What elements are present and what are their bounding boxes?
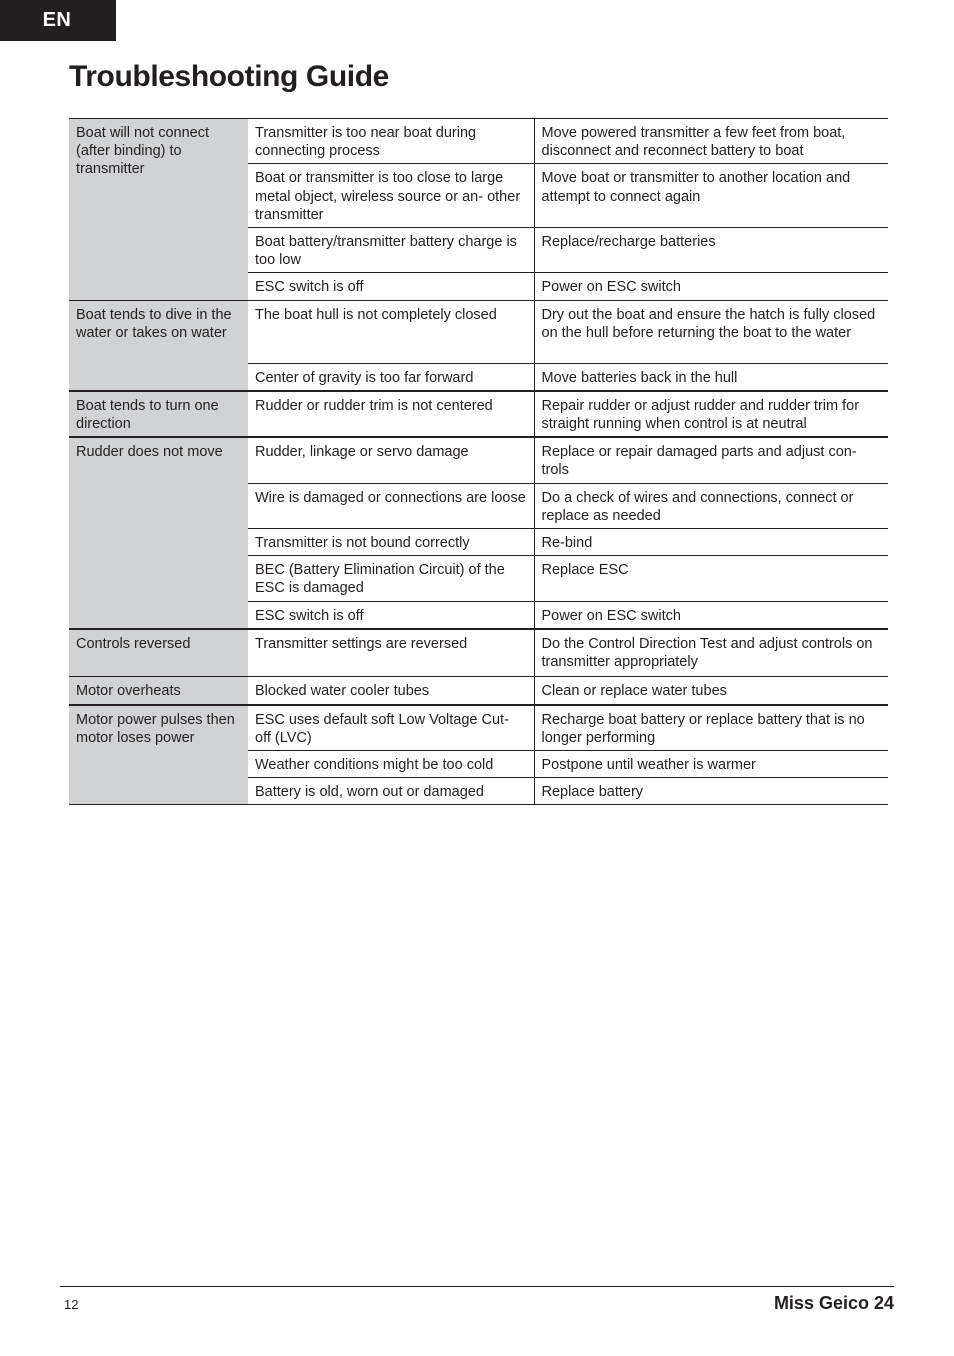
table-row [69, 300, 888, 363]
table-row [69, 677, 888, 705]
cause-cell: Battery is old, worn out or damaged [248, 778, 534, 805]
table-row [69, 705, 888, 751]
problem-cell: Boat tends to turn one direction [69, 391, 248, 437]
solution-cell: Power on ESC switch [534, 601, 888, 629]
solution-cell: Replace/recharge batteries [534, 228, 888, 273]
page-number: 12 [64, 1297, 79, 1312]
table-row [69, 629, 888, 677]
solution-cell: Move boat or transmitter to another location and attempt to connect again [534, 164, 888, 228]
solution-cell: Clean or replace water tubes [534, 677, 888, 705]
problem-cell: Boat will not connect (after binding) to transmitter [69, 119, 248, 301]
solution-cell: Do the Control Direction Test and adjust controls on transmitter appropriately [534, 629, 888, 677]
product-name: Miss Geico 24 [773, 1293, 894, 1313]
table-row [69, 119, 888, 164]
cause-cell: The boat hull is not completely closed [248, 300, 534, 363]
problem-cell: Motor overheats [69, 677, 248, 705]
solution-cell: Replace ESC [534, 556, 888, 601]
problem-cell: Motor power pulses then motor loses power [69, 705, 248, 805]
cause-cell: Blocked water cooler tubes [248, 677, 534, 705]
cause-cell: Boat or transmitter is too close to large metal object, wireless source or an- other transmitter [248, 164, 534, 228]
cause-cell: BEC (Battery Elimination Circuit) of the ESC is damaged [248, 556, 534, 601]
troubleshooting-table-body [69, 119, 888, 805]
problem-cell: Controls reversed [69, 629, 248, 677]
table-row [69, 437, 888, 483]
cause-cell: Center of gravity is too far forward [248, 363, 534, 391]
cause-cell: Transmitter settings are reversed [248, 629, 534, 677]
cause-cell: Wire is damaged or connections are loose [248, 483, 534, 528]
footer-divider [60, 1286, 894, 1287]
solution-cell: Postpone until weather is warmer [534, 750, 888, 777]
problem-cell: Rudder does not move [69, 437, 248, 629]
solution-cell: Recharge boat battery or replace battery that is no longer performing [534, 705, 888, 751]
solution-cell: Replace or repair damaged parts and adjust con- trols [534, 437, 888, 483]
troubleshooting-table [69, 118, 888, 805]
cause-cell: Weather conditions might be too cold [248, 750, 534, 777]
language-tab: EN [0, 0, 116, 41]
cause-cell: Rudder or rudder trim is not centered [248, 391, 534, 437]
cause-cell: Rudder, linkage or servo damage [248, 437, 534, 483]
solution-cell: Dry out the boat and ensure the hatch is fully closed on the hull before returning the boat to the water [534, 300, 888, 363]
solution-cell: Replace battery [534, 778, 888, 805]
cause-cell: ESC uses default soft Low Voltage Cut- off (LVC) [248, 705, 534, 751]
table-row [69, 391, 888, 437]
solution-cell: Do a check of wires and connections, connect or replace as needed [534, 483, 888, 528]
solution-cell: Repair rudder or adjust rudder and rudder trim for straight running when control is at neutral [534, 391, 888, 437]
solution-cell: Move batteries back in the hull [534, 363, 888, 391]
solution-cell: Re-bind [534, 529, 888, 556]
solution-cell: Power on ESC switch [534, 273, 888, 300]
problem-cell: Boat tends to dive in the water or takes on water [69, 300, 248, 391]
cause-cell: ESC switch is off [248, 273, 534, 300]
cause-cell: Boat battery/transmitter battery charge is too low [248, 228, 534, 273]
cause-cell: Transmitter is not bound correctly [248, 529, 534, 556]
solution-cell: Move powered transmitter a few feet from boat, disconnect and reconnect battery to boat [534, 119, 888, 164]
cause-cell: Transmitter is too near boat during connecting process [248, 119, 534, 164]
page-title: Troubleshooting Guide [69, 60, 389, 93]
cause-cell: ESC switch is off [248, 601, 534, 629]
